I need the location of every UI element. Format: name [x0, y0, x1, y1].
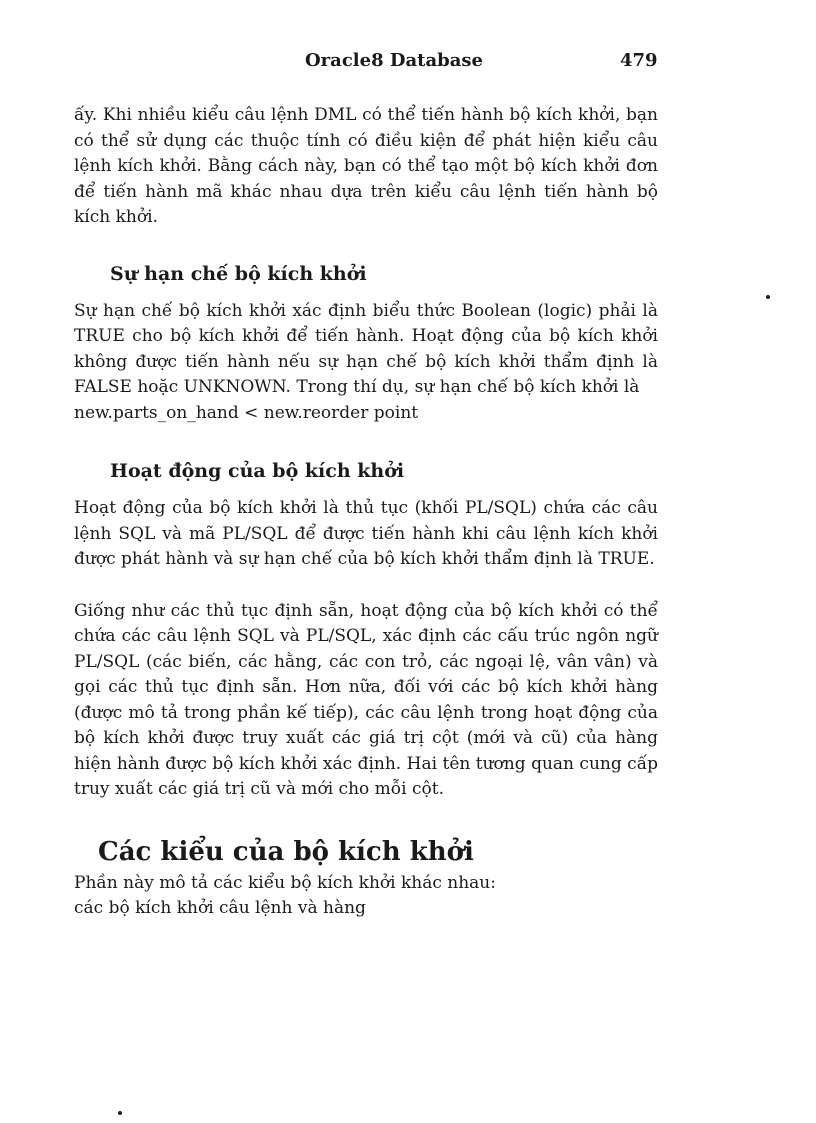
page-body [74, 103, 658, 922]
types-line-2: các bộ kích khởi câu lệnh và hàng [74, 898, 366, 918]
page-header [0, 50, 816, 76]
action-paragraph-1: Hoạt động của bộ kích khởi là thủ tục (khối PL/SQL) chứa các câu lệnh SQL và mã PL/SQL để được tiến hành khi câu lệnh kích khởi được phát hành và sự hạn chế của bộ kích khởi thẩm định là TRUE. [74, 498, 658, 569]
heading-trigger-restriction: Sự hạn chế bộ kích khởi [110, 262, 367, 285]
types-line-1: Phần này mô tả các kiểu bộ kích khởi khác nhau: [74, 872, 496, 893]
heading-trigger-action: Hoạt động của bộ kích khởi [110, 460, 405, 482]
scan-speck [118, 1111, 122, 1115]
intro-paragraph: ấy. Khi nhiều kiểu câu lệnh DML có thể tiến hành bộ kích khởi, bạn có thể sử dụng các thuộc tính có điều kiện để phát hiện kiểu câu lệnh kích khởi. Bằng cách này, bạn có thể tạo một bộ kích khởi đơn để tiến hành mã khác nhau dựa trên kiểu câu lệnh tiến hành bộ kích khởi. [74, 105, 658, 227]
running-title: Oracle8 Database [305, 50, 483, 71]
page-number: 479 [620, 50, 658, 71]
restriction-paragraph: Sự hạn chế bộ kích khởi xác định biểu thức Boolean (logic) phải là TRUE cho bộ kích khởi để tiến hành. Hoạt động của bộ kích khởi không được tiến hành nếu sự hạn chế bộ kích khởi thẩm định là FALSE hoặc UNKNOWN. Trong thí dụ, sự hạn chế bộ kích khởi là [74, 300, 658, 397]
heading-trigger-types: Các kiểu của bộ kích khởi [98, 836, 474, 867]
restriction-code: new.parts_on_hand < new.reorder point [74, 402, 419, 423]
action-paragraph-2: Giống như các thủ tục định sẵn, hoạt động của bộ kích khởi có thể chứa các câu lệnh SQL và PL/SQL, xác định các cấu trúc ngôn ngữ PL/SQL (các biến, các hằng, các con trỏ, các ngoại lệ, vân vân) và gọi các thủ tục định sẵn. Hơn nữa, đối với các bộ kích khởi hàng (được mô tả trong phần kế tiếp), các câu lệnh trong hoạt động của bộ kích khởi được truy xuất các giá trị cột (mới và cũ) của hàng hiện hành được bộ kích khởi xác định. Hai tên tương quan cung cấp truy xuất các giá trị cũ và mới cho mỗi cột. [74, 600, 658, 799]
scan-speck [766, 295, 770, 299]
